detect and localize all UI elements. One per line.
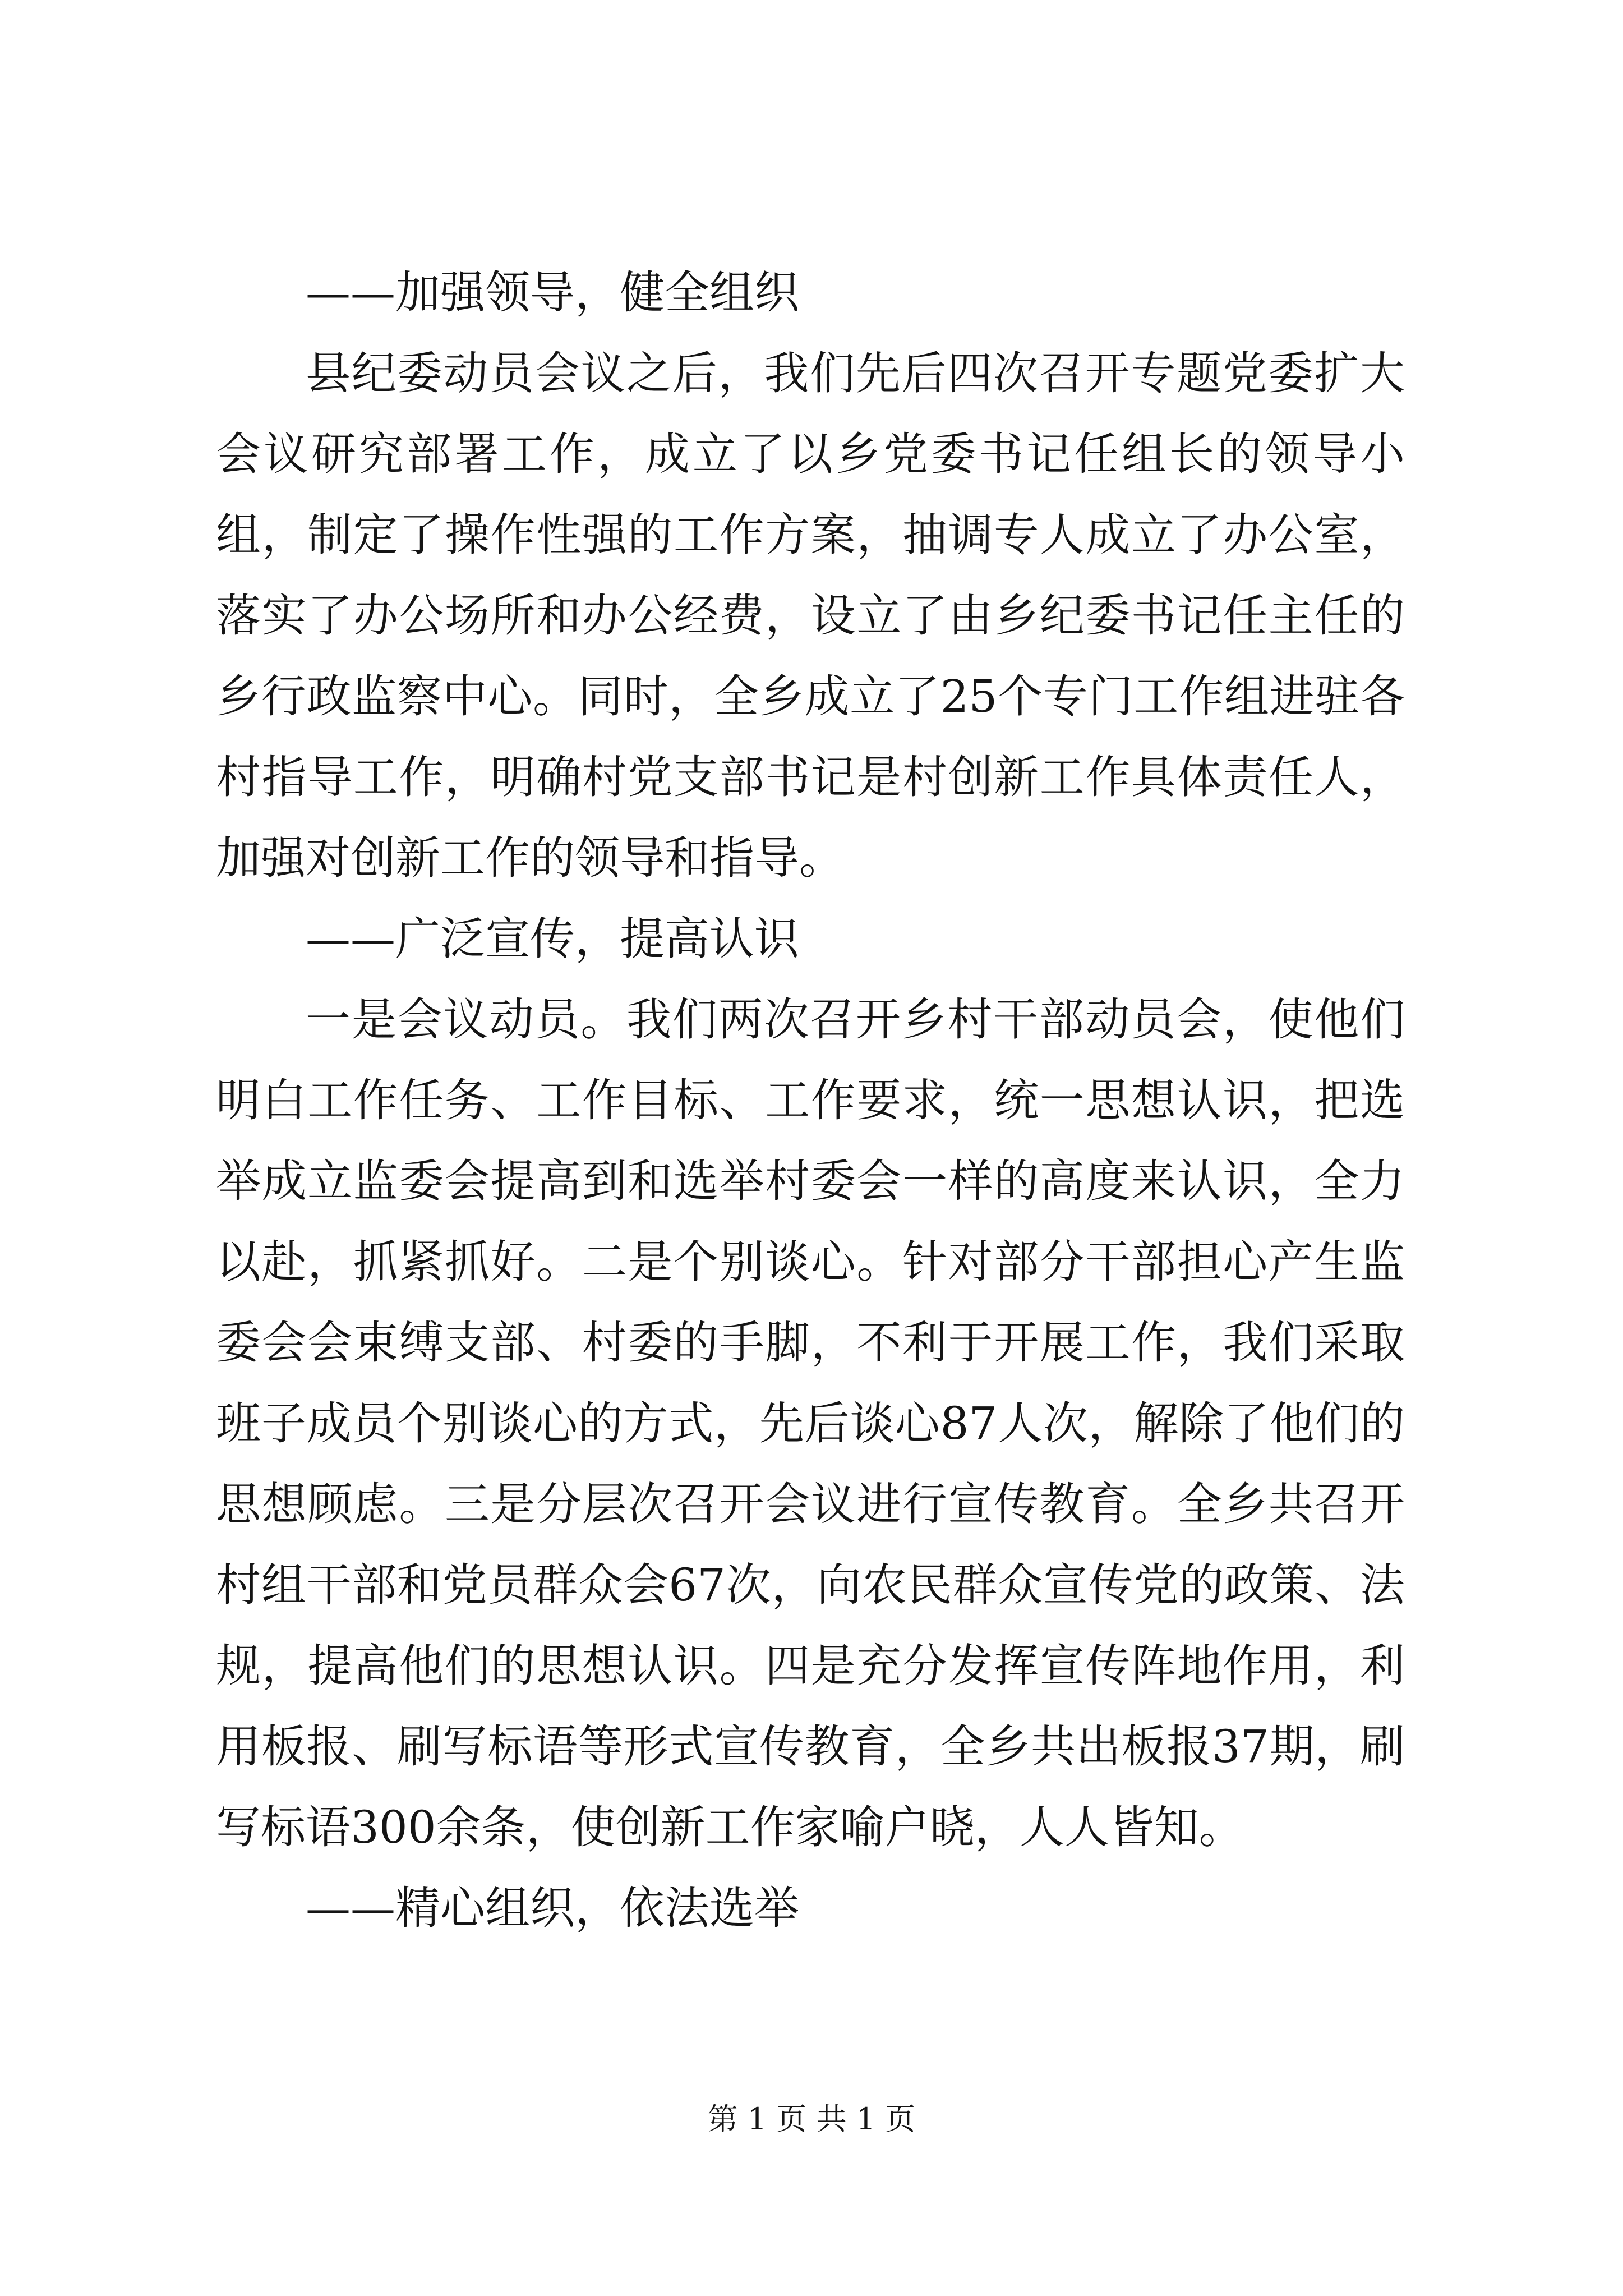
section-paragraph-publicity: 一是会议动员。我们两次召开乡村干部动员会，使他们明白工作任务、工作目标、工作要求，统一思想认识，把选举成立监委会提高到和选举村委会一样的高度来认识，全力以赴，抓紧抓好。二是个别谈心。针对部分干部担心产生监委会会束缚支部、村委的手脚，不利于开展工作，我们采取班子成员个别谈心的方式，先后谈心87人次，解除了他们的思想顾虑。三是分层次召开会议进行宣传教育。全乡共召开村组干部和党员群众会67次，向农民群众宣传党的政策、法规，提高他们的思想认识。四是充分发挥宣传阵地作用，利用板报、刷写标语等形式宣传教育，全乡共出板报37期，刷写标语300余条，使创新工作家喻户晓，人人皆知。 bbox=[216, 993, 1405, 1853]
document-body bbox=[216, 252, 1405, 1949]
section-heading-publicity: ——广泛宣传，提高认识 bbox=[306, 913, 799, 965]
section-heading-election: ——精心组织，依法选举 bbox=[306, 1882, 799, 1934]
section-paragraph-leadership: 县纪委动员会议之后，我们先后四次召开专题党委扩大会议研究部署工作，成立了以乡党委书记任组长的领导小组，制定了操作性强的工作方案，抽调专人成立了办公室，落实了办公场所和办公经费，设立了由乡纪委书记任主任的乡行政监察中心。同时，全乡成立了25个专门工作组进驻各村指导工作，明确村党支部书记是村创新工作具体责任人，加强对创新工作的领导和指导。 bbox=[216, 347, 1405, 884]
page-number-footer: 第 1 页 共 1 页 bbox=[707, 2101, 916, 2137]
section-heading-leadership: ——加强领导，健全组织 bbox=[306, 266, 799, 319]
